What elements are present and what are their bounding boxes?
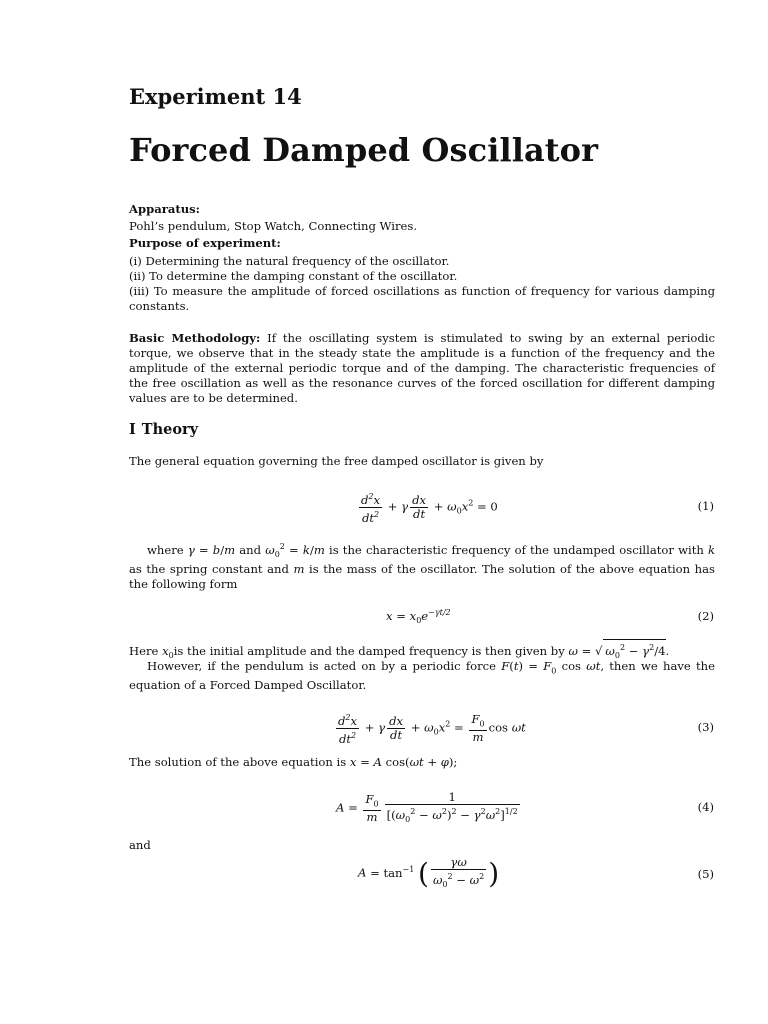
purpose-item-2: (ii) To determine the damping constant of the oscillator. <box>129 269 458 283</box>
section-title: Theory <box>141 421 199 438</box>
equation-number-1: (1) <box>697 499 714 513</box>
equation-4: A = $\frac{F_0}{m}$ $\frac{1}{[(\omega_0^2 - \omega^2)^2 - \gamma^2\omega^2]^{1/2}}$ <box>336 790 518 825</box>
equation-number-5: (5) <box>697 867 714 881</box>
and-text: and <box>129 838 151 852</box>
purpose-item-3: (iii) To measure the amplitude of forced oscillations as function of frequency for various damping constants. <box>129 284 715 313</box>
equation-2: $x = x_0e^{-\gamma t/2}$ <box>386 608 451 626</box>
equation-1: $\frac{d^2x}{dt^2}$ + γ $\frac{dx}{dt}$ + $\omega_0x^2 = 0$ <box>361 492 498 525</box>
apparatus-text: Pohl’s pendulum, Stop Watch, Connecting Wires. <box>129 219 418 233</box>
purpose-item-1: (i) Determining the natural frequency of the oscillator. <box>129 254 450 268</box>
where-paragraph: where γ = b/m and $\omega_0^2 = k/m$ is the characteristic frequency of the undamped oscillator with k as the spring constant and m is the mass of the oscillator. The solution of the above equation has the following form <box>129 542 716 592</box>
equation-3: $\frac{d^2x}{dt^2}$ + γ $\frac{dx}{dt}$ + $\omega_0x^2$ = $\frac{F_0}{m}$ cos ωt <box>338 711 526 746</box>
chapter-label: Experiment 14 <box>129 84 302 109</box>
methodology-heading: Basic Methodology: <box>129 331 261 345</box>
theory-intro: The general equation governing the free damped oscillator is given by <box>129 454 544 468</box>
methodology-text: If the oscillating system is stimulated to swing by an external periodic torque, we observe that in the steady state the amplitude is a function of the frequency and the amplitude of the external periodic torque and of the damping. The characteristic frequencies of the free oscillation as well as the resonance curves of the forced oscillation for different damping values are to be determined. <box>129 331 716 405</box>
section-heading-theory <box>129 421 198 438</box>
however-paragraph: However, if the pendulum is acted on by a periodic force $F(t) = F_0$ cos ωt, then we have the equation of a Forced Damped Oscillator. <box>129 659 715 693</box>
equation-number-4: (4) <box>697 800 714 814</box>
solution-paragraph: The solution of the above equation is x = A cos(ωt + φ); <box>129 755 458 769</box>
purpose-heading: Purpose of experiment: <box>129 236 281 250</box>
apparatus-heading: Apparatus: <box>129 202 200 216</box>
equation-5: $A = \tan^{-1}$ ( $\frac{\gamma\omega}{\omega_0^2 - \omega^2}$ ) <box>358 855 500 891</box>
equation-number-3: (3) <box>697 720 714 734</box>
methodology-paragraph <box>129 331 715 406</box>
chapter-title: Forced Damped Oscillator <box>129 131 599 169</box>
here-paragraph: Here $x_0is$ the initial amplitude and the damped frequency is then given by ω = √ $\omega_0^2 - \gamma^2/4$. <box>129 639 715 663</box>
equation-number-2: (2) <box>697 609 714 623</box>
section-number: I <box>129 421 136 438</box>
